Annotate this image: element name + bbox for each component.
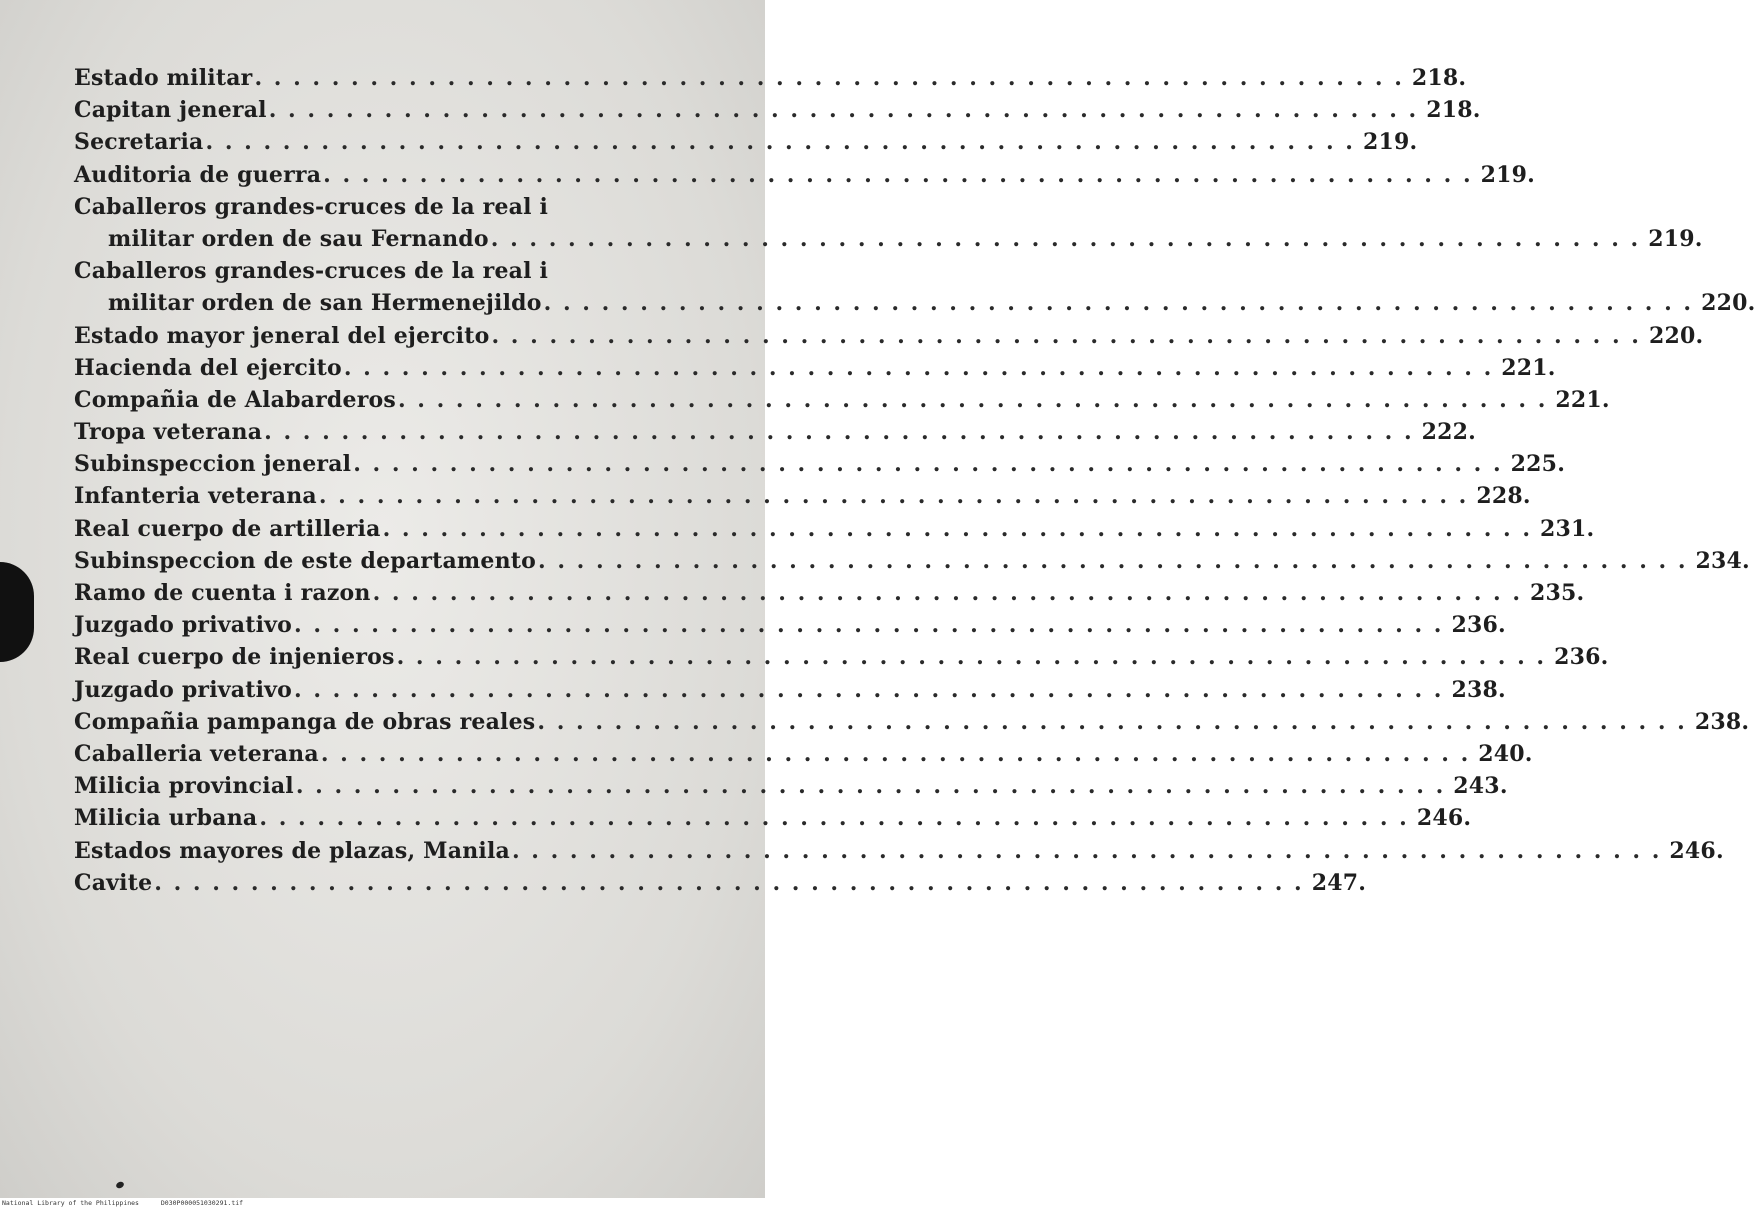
dot-leader: . . . . . . . . . . . . . . . . . . . . . . . . . . . . . . . . . . . . . . . . . . . . . . . . . . . . . . . . . . . . (154, 869, 1304, 896)
toc-entry-title: Compañia de Alabarderos (74, 386, 396, 413)
toc-entry (74, 480, 1531, 512)
toc-entry-title: Caballeria veterana (74, 740, 319, 767)
dot-leader: . . . . . . . . . . . . . . . . . . . . . . . . . . . . . . . . . . . . . . . . . . . . . . . . . . . . . . . . . . . . (353, 451, 1503, 478)
toc-entry (74, 94, 1481, 126)
toc-entry-page: 246. (1669, 837, 1724, 864)
toc-entry-title: Real cuerpo de injenieros (74, 644, 395, 671)
toc-entry-page: 235. (1530, 580, 1585, 606)
binding-shadow (0, 562, 34, 662)
dot-leader: . . . . . . . . . . . . . . . . . . . . . . . . . . . . . . . . . . . . . . . . . . . . . . . . . . . . . . . . . . . . (259, 805, 1409, 832)
toc-entry-page: 228. (1476, 483, 1531, 510)
toc-entry-title: Estado mayor jeneral del ejercito (74, 322, 490, 349)
toc-entry-title: Cavite (74, 869, 153, 896)
dot-leader: . . . . . . . . . . . . . . . . . . . . . . . . . . . . . . . . . . . . . . . . . . . . . . . . . . . . . . . . . . . . (268, 97, 1419, 124)
toc-entry-first-line: Caballeros grandes-cruces de la real i (74, 258, 549, 285)
ink-speck (115, 1181, 125, 1190)
dot-leader: . . . . . . . . . . . . . . . . . . . . . . . . . . . . . . . . . . . . . . . . . . . . . . . . . . . . . . . . . . . . (320, 740, 1471, 767)
dot-leader: . . . . . . . . . . . . . . . . . . . . . . . . . . . . . . . . . . . . . . . . . . . . . . . . . . . . . . . . . . . . (372, 580, 1523, 606)
toc-entry (74, 641, 1609, 673)
toc-entry (74, 223, 1703, 255)
table-of-contents (74, 62, 1755, 899)
dot-leader: . . . . . . . . . . . . . . . . . . . . . . . . . . . . . . . . . . . . . . . . . . . . . . . . . . . . . . . . . . . . (490, 225, 1641, 252)
toc-entry-title: Ramo de cuenta i razon (74, 580, 371, 606)
toc-entry (74, 738, 1533, 770)
toc-entry-title: Capitan jeneral (74, 97, 267, 124)
toc-entry (74, 674, 1506, 706)
footer-library: National Library of the Philippines (2, 1199, 139, 1207)
dot-leader: . . . . . . . . . . . . . . . . . . . . . . . . . . . . . . . . . . . . . . . . . . . . . . . . . . . . . . . . . . . . (537, 708, 1687, 735)
toc-entry-title: Hacienda del ejercito (74, 354, 342, 381)
toc-entry-page: 218. (1411, 65, 1467, 91)
toc-entry-page: 219. (1362, 129, 1418, 156)
toc-entry-title: Juzgado privativo (74, 612, 292, 639)
toc-entry-page: 231. (1540, 515, 1595, 542)
toc-entry (74, 416, 1477, 448)
toc-entry-title: Real cuerpo de artilleria (74, 515, 381, 542)
dot-leader: . . . . . . . . . . . . . . . . . . . . . . . . . . . . . . . . . . . . . . . . . . . . . . . . . . . . . . . . . . . . (254, 65, 1404, 91)
toc-entry-title: Juzgado privativo (74, 676, 292, 703)
toc-entry-title: Compañia pampanga de obras reales (74, 708, 536, 735)
toc-entry (74, 126, 1418, 158)
dot-leader: . . . . . . . . . . . . . . . . . . . . . . . . . . . . . . . . . . . . . . . . . . . . . . . . . . . . . . . . . . . . (318, 483, 1469, 510)
toc-entry (74, 159, 1535, 191)
toc-entry (74, 577, 1585, 609)
dot-leader: . . . . . . . . . . . . . . . . . . . . . . . . . . . . . . . . . . . . . . . . . . . . . . . . . . . . . . . . . . . . (382, 515, 1533, 542)
toc-entry-title: Milicia urbana (74, 805, 258, 832)
toc-entry-title: Subinspeccion de este departamento (74, 547, 537, 574)
dot-leader: . . . . . . . . . . . . . . . . . . . . . . . . . . . . . . . . . . . . . . . . . . . . . . . . . . . . . . . . . . . . (543, 290, 1694, 317)
dot-leader: . . . . . . . . . . . . . . . . . . . . . . . . . . . . . . . . . . . . . . . . . . . . . . . . . . . . . . . . . . . . (397, 386, 1548, 413)
toc-entry-page: 238. (1451, 676, 1506, 703)
toc-entry (74, 802, 1472, 834)
toc-entry-title: Estado militar (74, 65, 253, 91)
dot-leader: . . . . . . . . . . . . . . . . . . . . . . . . . . . . . . . . . . . . . . . . . . . . . . . . . . . . . . . . . . . . (205, 129, 1355, 156)
toc-entry-page: 219. (1480, 161, 1535, 188)
toc-entry-title: Secretaria (74, 129, 204, 156)
toc-entry-page: 236. (1451, 612, 1506, 639)
toc-entry-page: 225. (1510, 451, 1566, 478)
toc-entry-title: militar orden de sau Fernando (108, 225, 489, 252)
toc-entry-page: 247. (1311, 869, 1367, 896)
dot-leader: . . . . . . . . . . . . . . . . . . . . . . . . . . . . . . . . . . . . . . . . . . . . . . . . . . . . . . . . . . . . (323, 161, 1473, 188)
toc-entry-title: Infanteria veterana (74, 483, 317, 510)
dot-leader: . . . . . . . . . . . . . . . . . . . . . . . . . . . . . . . . . . . . . . . . . . . . . . . . . . . . . . . . . . . . (491, 322, 1641, 349)
toc-entry-page: 220. (1701, 290, 1755, 317)
toc-entry-page: 240. (1478, 740, 1533, 767)
dot-leader: . . . . . . . . . . . . . . . . . . . . . . . . . . . . . . . . . . . . . . . . . . . . . . . . . . . . . . . . . . . . (511, 837, 1662, 864)
toc-entry-title: militar orden de san Hermenejildo (108, 290, 542, 317)
toc-entry-page: 221. (1501, 354, 1556, 381)
toc-entry (74, 352, 1556, 384)
footer-filename: D030P000051030291.tif (160, 1199, 244, 1207)
toc-entry (74, 384, 1610, 416)
toc-entry-page: 219. (1648, 225, 1703, 252)
toc-entry-title: Tropa veterana (74, 419, 263, 446)
toc-entry-title: Auditoria de guerra (74, 161, 322, 188)
toc-entry-page: 234. (1695, 547, 1750, 574)
toc-entry (74, 62, 1467, 94)
toc-entry (74, 513, 1595, 545)
toc-entry (74, 770, 1508, 802)
toc-entry-first-line: Caballeros grandes-cruces de la real i (74, 193, 549, 220)
toc-entry-page: 221. (1555, 386, 1610, 413)
toc-entry (74, 835, 1724, 867)
toc-entry-page: 246. (1416, 805, 1472, 832)
toc-entry-page: 220. (1648, 322, 1704, 349)
dot-leader: . . . . . . . . . . . . . . . . . . . . . . . . . . . . . . . . . . . . . . . . . . . . . . . . . . . . . . . . . . . . (295, 773, 1446, 800)
dot-leader: . . . . . . . . . . . . . . . . . . . . . . . . . . . . . . . . . . . . . . . . . . . . . . . . . . . . . . . . . . . . (264, 419, 1414, 446)
dot-leader: . . . . . . . . . . . . . . . . . . . . . . . . . . . . . . . . . . . . . . . . . . . . . . . . . . . . . . . . . . . . (294, 612, 1444, 639)
toc-entry (74, 706, 1750, 738)
toc-entry-page: 236. (1554, 644, 1609, 671)
toc-entry-page: 222. (1421, 419, 1477, 446)
dot-leader: . . . . . . . . . . . . . . . . . . . . . . . . . . . . . . . . . . . . . . . . . . . . . . . . . . . . . . . . . . . . (396, 644, 1547, 671)
dot-leader: . . . . . . . . . . . . . . . . . . . . . . . . . . . . . . . . . . . . . . . . . . . . . . . . . . . . . . . . . . . . (343, 354, 1494, 381)
toc-entry (74, 545, 1750, 577)
toc-entry-page: 218. (1426, 97, 1481, 124)
dot-leader: . . . . . . . . . . . . . . . . . . . . . . . . . . . . . . . . . . . . . . . . . . . . . . . . . . . . . . . . . . . . (538, 547, 1688, 574)
toc-entry-title: Milicia provincial (74, 773, 294, 800)
toc-entry (74, 287, 1755, 319)
toc-entry (74, 448, 1566, 480)
toc-entry (74, 867, 1367, 899)
toc-entry (74, 609, 1506, 641)
dot-leader: . . . . . . . . . . . . . . . . . . . . . . . . . . . . . . . . . . . . . . . . . . . . . . . . . . . . . . . . . . . . (294, 676, 1444, 703)
toc-entry (74, 320, 1704, 352)
toc-entry-page: 238. (1694, 708, 1750, 735)
toc-entry-title: Estados mayores de plazas, Manila (74, 837, 510, 864)
toc-entry-page: 243. (1453, 773, 1508, 800)
toc-entry-title: Subinspeccion jeneral (74, 451, 352, 478)
scan-footer (2, 1199, 261, 1208)
